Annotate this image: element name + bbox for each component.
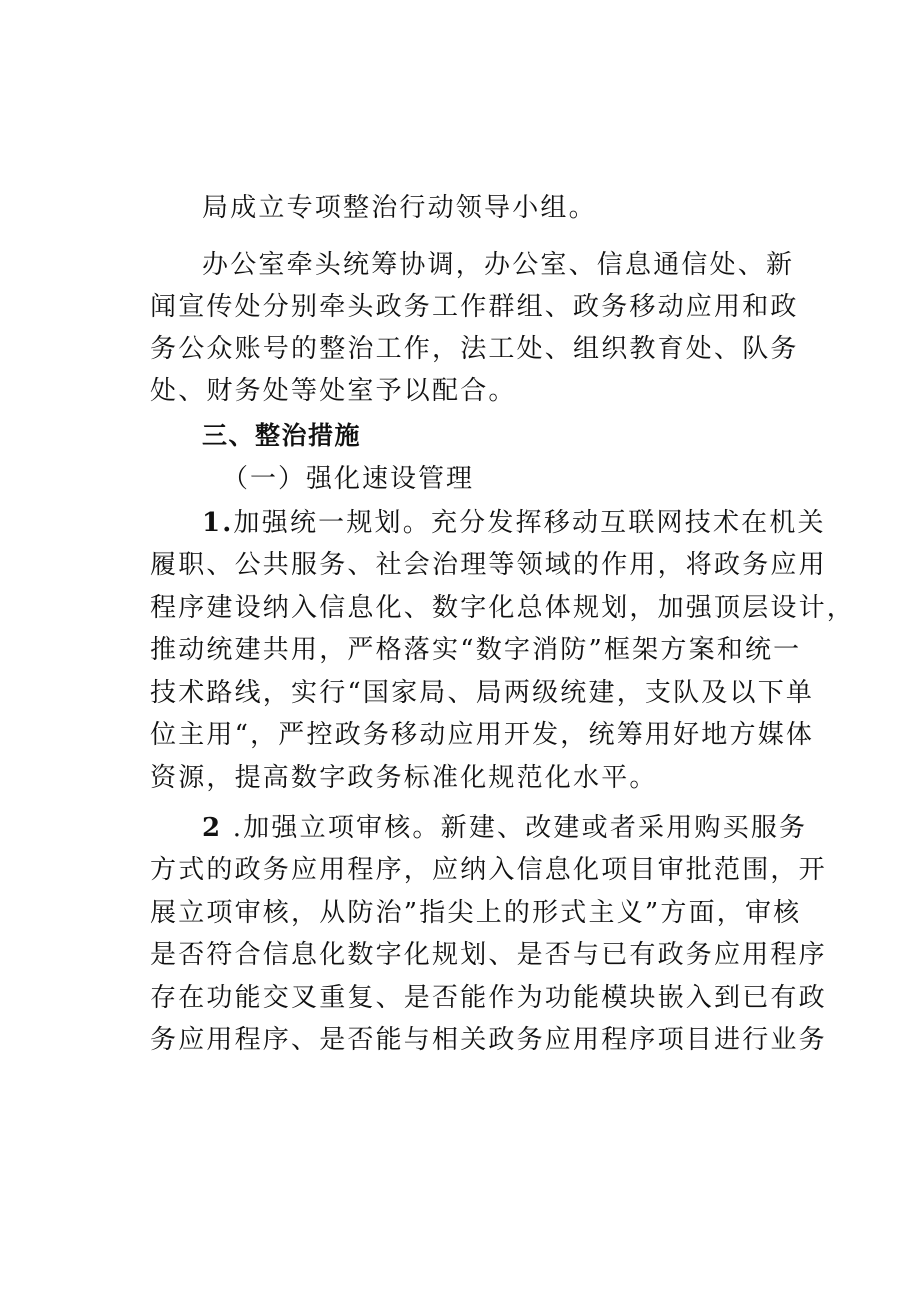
item-1-first-line	[202, 508, 826, 538]
item-2-first-line	[202, 813, 808, 843]
item-text: 加强统一规划。充分发挥移动互联网技术在机关	[233, 508, 826, 538]
subsection-heading: （一）强化速设管理	[222, 464, 475, 494]
paragraph-line: 是否符合信息化数字化规划、是否与已有政务应用程序	[150, 940, 827, 970]
paragraph-line: 履职、公共服务、社会治理等领域的作用，将政务应用	[150, 550, 827, 580]
item-number: 2	[202, 813, 223, 843]
paragraph-line: 务公众账号的整治工作，法工处、组织教育处、队务	[150, 334, 799, 364]
paragraph-line: 推动统建共用，严格落实“数字消防”框架方案和统一	[150, 635, 802, 665]
paragraph-line: 展立项审核，从防治”指尖上的形式主义”方面，审核	[150, 898, 802, 928]
paragraph-line: 闻宣传处分别牵头政务工作群组、政务移动应用和政	[150, 292, 799, 322]
paragraph-line: 方式的政务应用程序，应纳入信息化项目审批范围，开	[150, 855, 827, 885]
paragraph-line: 务应用程序、是否能与相关政务应用程序项目进行业务	[150, 1025, 827, 1055]
paragraph-line: 技术路线，实行“国家局、局两级统建，支队及以下单	[150, 678, 815, 708]
paragraph-line: 处、财务处等处室予以配合。	[150, 376, 517, 406]
paragraph-line: 资源，提高数字政务标准化规范化水平。	[150, 763, 658, 793]
section-heading: 三、整治措施	[202, 421, 362, 450]
paragraph-line: 存在功能交叉重复、是否能作为功能模块嵌入到已有政	[150, 983, 827, 1013]
paragraph-line: 办公室牵头统筹协调，办公室、信息通信处、新	[202, 250, 795, 280]
paragraph-line: 局成立专项整治行动领导小组。	[202, 193, 597, 223]
paragraph-line: 位主用“，严控政务移动应用开发，统筹用好地方媒体	[150, 720, 815, 750]
item-text: .加强立项审核。新建、改建或者采用购买服务	[222, 813, 808, 843]
item-number: 1.	[202, 508, 234, 538]
paragraph-line: 程序建设纳入信息化、数字化总体规划，加强顶层设计，	[150, 593, 856, 623]
